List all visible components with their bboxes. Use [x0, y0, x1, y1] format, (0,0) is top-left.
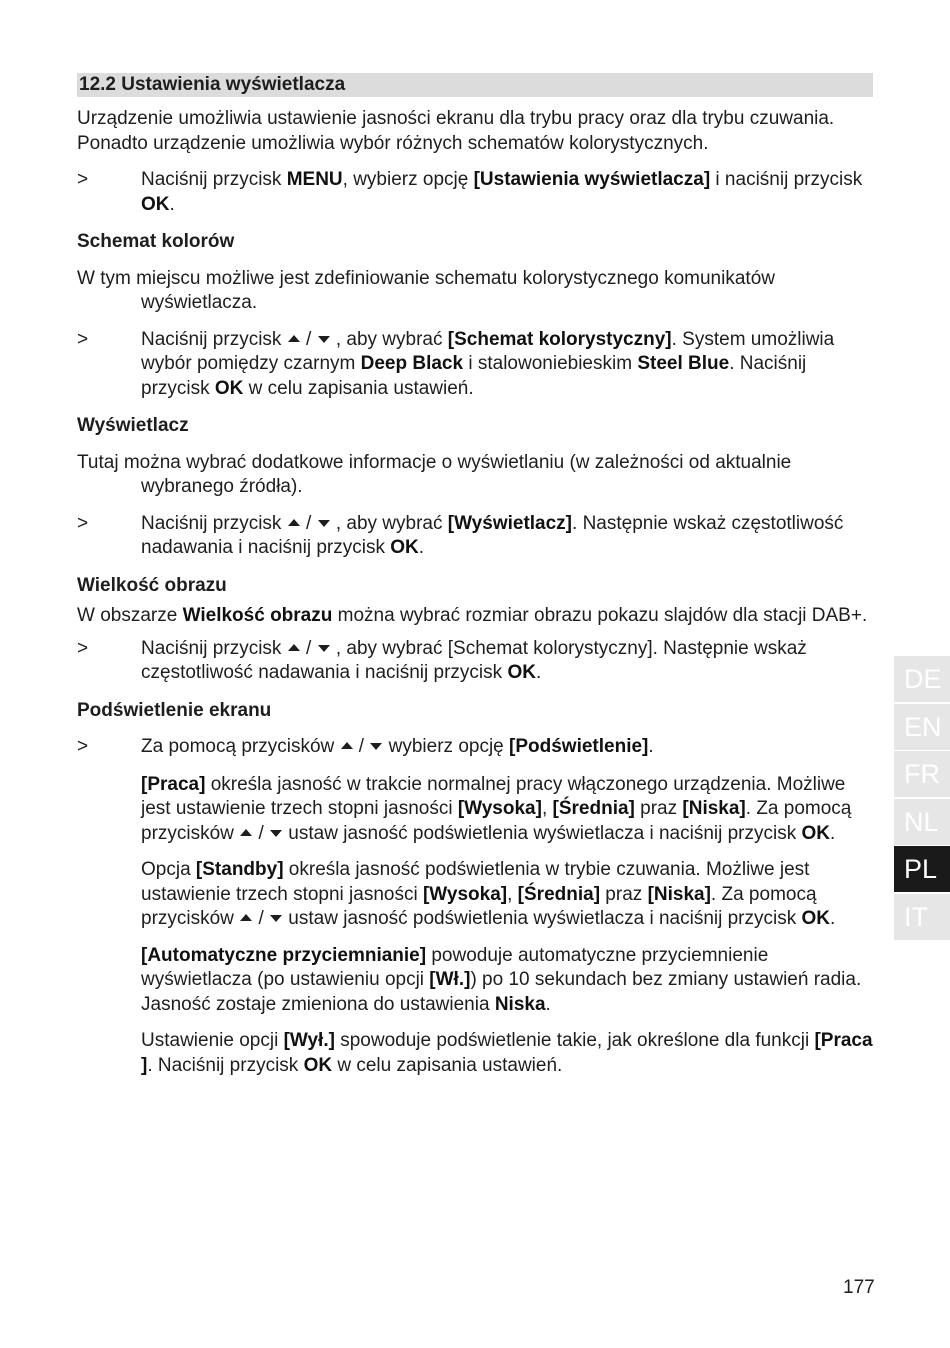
- arrow-down-icon: [317, 641, 331, 655]
- text: .: [648, 736, 654, 757]
- slash: /: [300, 328, 317, 350]
- option-value: [Niska]: [647, 883, 711, 905]
- slash: /: [353, 736, 370, 757]
- instruction-step: [77, 168, 873, 217]
- key-ok: OK: [303, 1054, 333, 1076]
- section-title: 12.2 Ustawienia wyświetlacza: [77, 73, 873, 97]
- backlight-off-paragraph: [77, 1029, 873, 1078]
- text: w celu zapisania ustawień.: [243, 377, 474, 399]
- text: .: [169, 193, 175, 215]
- text: praz: [600, 883, 648, 905]
- language-tab-de[interactable]: DE: [894, 656, 950, 702]
- option-value: [Wył.]: [283, 1030, 335, 1051]
- text: określa jasność podświetlenia w trybie czuwania. Możliwe jest ustawienie trzech stopni jasności: [141, 859, 810, 905]
- key-ok: OK: [801, 822, 831, 844]
- page-number: 177: [843, 1277, 875, 1298]
- text: .: [830, 822, 836, 844]
- text: i stalowoniebieskim: [463, 353, 638, 374]
- instruction-step: [77, 328, 873, 402]
- text: .: [418, 537, 425, 558]
- text: .: [830, 908, 836, 929]
- slash: /: [253, 822, 270, 844]
- key-ok: OK: [507, 662, 536, 683]
- text: ) po 10 sekundach bez zmiany ustawień radia. Jasność zostaje zmieniona do ustawienia: [141, 969, 862, 1015]
- option-name: Wielkość obrazu: [182, 605, 333, 626]
- text: powoduje automatyczne przyciemnienie wyświetlacza (po ustawieniu opcji: [141, 944, 769, 990]
- option-name: [Ustawienia wyświetlacza]: [473, 169, 711, 190]
- language-tab-nl[interactable]: NL: [894, 799, 950, 845]
- text: W obszarze: [77, 605, 183, 626]
- key-ok: OK: [801, 908, 831, 929]
- arrow-down-icon: [317, 516, 331, 530]
- text: Naciśnij przycisk: [141, 512, 287, 534]
- bullet-marker: >: [77, 328, 89, 350]
- language-tab-pl[interactable]: PL: [894, 846, 950, 892]
- language-tab-en[interactable]: EN: [894, 704, 950, 750]
- text: . System umożliwia wybór pomiędzy czarnym: [141, 328, 835, 374]
- text: można wybrać rozmiar obrazu pokazu slajdów dla stacji DAB+.: [332, 605, 868, 626]
- subheading-display: Wyświetlacz: [77, 415, 189, 436]
- text: , wybierz opcję: [342, 169, 474, 190]
- arrow-up-icon: [287, 516, 301, 530]
- text: .: [545, 993, 551, 1015]
- option-name: [Schemat kolorystyczny]: [447, 328, 672, 350]
- text: spowoduje podświetlenie takie, jak określone dla funkcji: [334, 1030, 815, 1051]
- text: . Następnie wskaż częstotliwość nadawania i naciśnij przycisk: [141, 512, 844, 558]
- text: Opcja: [141, 859, 196, 880]
- arrow-up-icon: [340, 739, 354, 753]
- intro-paragraph: Urządzenie umożliwia ustawienie jasności ekranu dla trybu pracy oraz dla trybu czuwania. Ponadto urządzenie umożliwia wybór różnych schematów kolorystycznych.: [77, 108, 835, 154]
- backlight-work-paragraph: [77, 773, 873, 847]
- text: wybierz opcję: [383, 736, 510, 757]
- option-name: [Automatyczne przyciemnianie]: [141, 944, 427, 966]
- text: . Naciśnij przycisk: [141, 353, 807, 399]
- text: , aby wybrać: [330, 512, 448, 534]
- option-value: Niska: [494, 993, 546, 1015]
- color-scheme-description: W tym miejscu możliwe jest zdefiniowanie schematu kolorystycznego komunikatów wyświetlacza.: [77, 267, 775, 313]
- text: . Za pomocą przycisków: [141, 798, 852, 844]
- key-ok: OK: [214, 377, 244, 399]
- instruction-step: [77, 735, 873, 760]
- subheading-color-scheme: Schemat kolorów: [77, 231, 235, 252]
- instruction-step: [77, 637, 873, 686]
- option-value: Steel Blue: [637, 353, 730, 374]
- option-name: [Podświetlenie]: [509, 736, 649, 757]
- text: ustaw jasność podświetlenia wyświetlacza i naciśnij przycisk: [283, 908, 802, 929]
- arrow-up-icon: [287, 641, 301, 655]
- instruction-step: [77, 512, 873, 561]
- option-value: [Niska]: [682, 798, 746, 819]
- text: praz: [634, 798, 683, 819]
- key-menu: MENU: [286, 169, 343, 190]
- bullet-marker: >: [77, 512, 89, 534]
- text: , aby wybrać: [330, 328, 448, 350]
- language-sidebar: [894, 656, 950, 941]
- arrow-up-icon: [239, 911, 253, 925]
- display-description: Tutaj można wybrać dodatkowe informacje o wyświetlaniu (w zależności od aktualnie wybranego źródła).: [77, 451, 792, 497]
- option-value: [Wysoka]: [422, 883, 508, 905]
- option-value: [Średnia]: [517, 883, 601, 905]
- subheading-backlight: Podświetlenie ekranu: [77, 699, 272, 721]
- arrow-down-icon: [269, 911, 283, 925]
- arrow-down-icon: [317, 332, 331, 346]
- slash: /: [300, 637, 317, 659]
- bullet-marker: >: [77, 637, 89, 659]
- text: Naciśnij przycisk: [141, 169, 287, 190]
- backlight-standby-paragraph: [77, 858, 873, 932]
- option-value: Deep Black: [360, 353, 464, 374]
- text: ,: [507, 883, 518, 905]
- key-ok: OK: [390, 537, 419, 558]
- option-value: [Średnia]: [552, 798, 635, 819]
- slash: /: [300, 512, 317, 534]
- text: ustaw jasność podświetlenia wyświetlacza i naciśnij przycisk: [283, 822, 802, 844]
- bullet-marker: >: [77, 169, 89, 190]
- page-content: [77, 73, 873, 1090]
- text: . Naciśnij przycisk: [147, 1054, 304, 1076]
- image-size-description: [77, 604, 873, 629]
- text: Naciśnij przycisk: [141, 637, 287, 659]
- text: i naciśnij przycisk: [710, 169, 863, 190]
- arrow-up-icon: [239, 826, 253, 840]
- arrow-down-icon: [369, 739, 383, 753]
- text: .: [535, 662, 542, 683]
- arrow-up-icon: [287, 332, 301, 346]
- bullet-marker: >: [77, 736, 89, 757]
- arrow-down-icon: [269, 826, 283, 840]
- language-tab-it[interactable]: IT: [894, 894, 950, 940]
- option-value: [Wł.]: [429, 969, 471, 990]
- option-name: [Wyświetlacz]: [447, 512, 573, 534]
- text: Za pomocą przycisków: [141, 736, 340, 757]
- text: . Za pomocą przycisków: [141, 883, 817, 929]
- option-name: [Standby]: [195, 859, 284, 880]
- text: , aby wybrać [Schemat kolorystyczny]. Następnie wskaż częstotliwość nadawania i naciśnij przycisk: [141, 637, 807, 683]
- slash: /: [253, 908, 270, 929]
- text: Ustawienie opcji: [141, 1030, 284, 1051]
- text: Naciśnij przycisk: [141, 328, 287, 350]
- text: w celu zapisania ustawień.: [332, 1054, 563, 1076]
- backlight-auto-dim-paragraph: [77, 944, 873, 1018]
- option-value: [Wysoka]: [457, 798, 542, 819]
- option-name: [Praca ]: [141, 1030, 873, 1076]
- text: ,: [541, 798, 553, 819]
- text: określa jasność w trakcie normalnej pracy włączonego urządzenia. Możliwe jest ustawienie trzech stopni jasności: [141, 773, 846, 819]
- subheading-image-size: Wielkość obrazu: [77, 574, 227, 596]
- language-tab-fr[interactable]: FR: [894, 751, 950, 797]
- option-name: [Praca]: [141, 773, 206, 795]
- key-ok: OK: [141, 193, 170, 215]
